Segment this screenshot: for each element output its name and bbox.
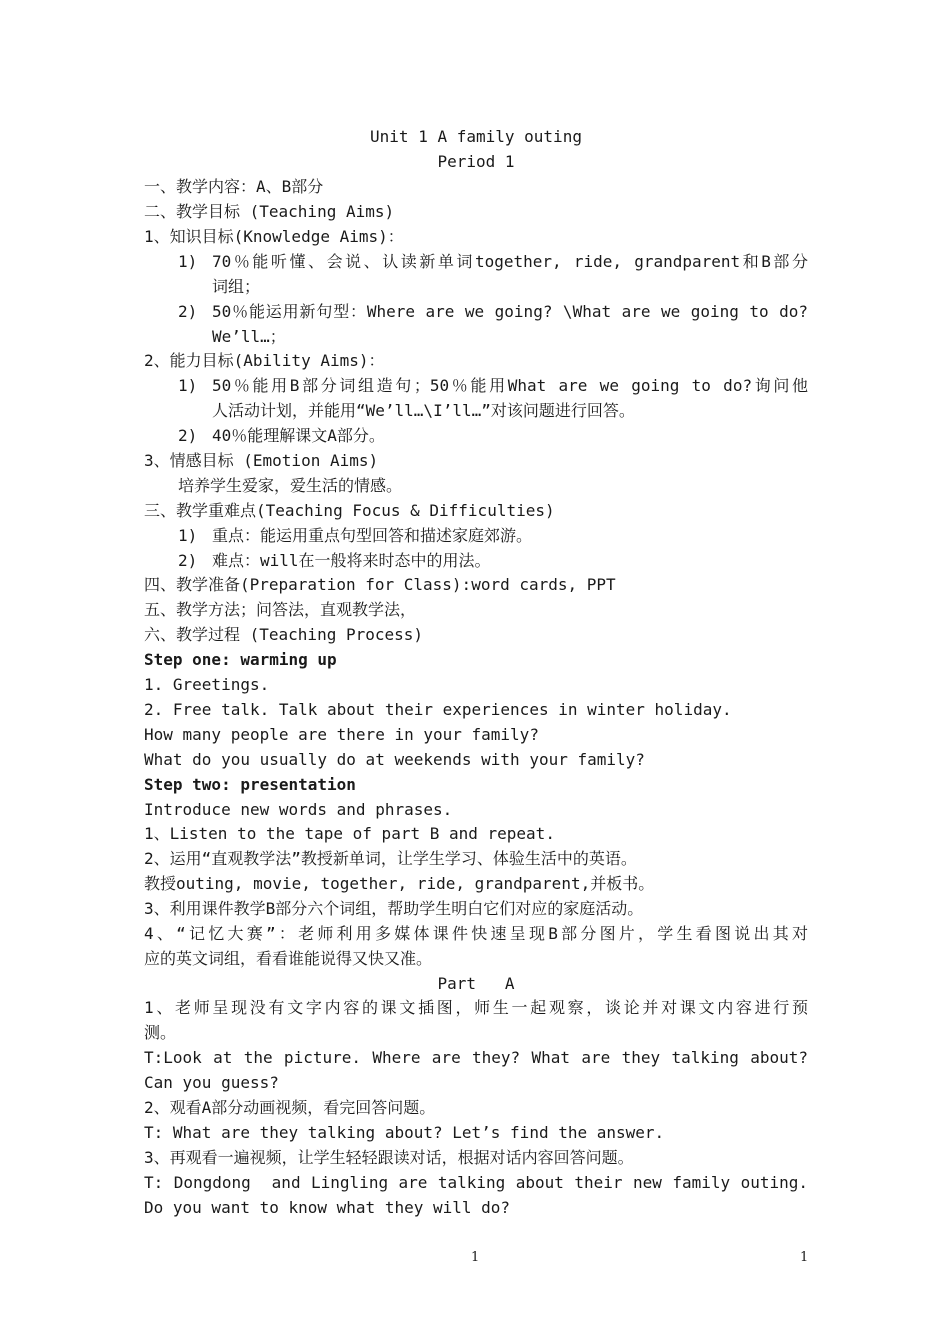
paragraph: 应的英文词组，看看谁能说得又快又准。 [144, 949, 433, 968]
step-heading: Step one: warming up [144, 650, 337, 669]
subsection-heading: 1、知识目标(Knowledge Aims)： [144, 227, 404, 246]
list-number: 1) [178, 252, 198, 271]
paragraph: 1、Listen to the tape of part B and repeat. [144, 824, 555, 843]
list-number: 2) [178, 302, 198, 321]
page-number: 1 [471, 1250, 480, 1265]
paragraph: 3、利用课件教学B部分六个词组，帮助学生明白它们对应的家庭活动。 [144, 899, 644, 918]
list-item-text: 50％能运用新句型：Where are we going? \What are we going to do? [212, 302, 808, 321]
step-heading: Step two: presentation [144, 775, 356, 794]
paragraph: 2、运用“直观教学法”教授新单词，让学生学习、体验生活中的英语。 [144, 849, 637, 868]
part-heading: Part A [437, 974, 515, 993]
paragraph: 教授outing, movie, together, ride, grandparent,并板书。 [144, 874, 655, 893]
paragraph: 1. Greetings. [144, 675, 270, 694]
paragraph: T: Dongdong and Lingling are talking about their new family outing. [144, 1173, 808, 1192]
paragraph: 2、观看A部分动画视频，看完回答问题。 [144, 1098, 436, 1117]
section-heading: 二、教学目标 (Teaching Aims) [144, 202, 395, 221]
paragraph: Do you want to know what they will do? [144, 1198, 511, 1217]
paragraph: 4、“记忆大赛”：老师利用多媒体课件快速呈现B部分图片，学生看图说出其对 [144, 924, 808, 943]
list-item-text: 词组； [212, 277, 261, 296]
paragraph: T: What are they talking about? Let’s find the answer. [144, 1123, 665, 1142]
list-item-text: 重点：能运用重点句型回答和描述家庭郊游。 [212, 526, 533, 545]
list-item-text: 70％能听懂、会说、认读新单词together, ride, grandparent和B部分 [212, 252, 808, 271]
doc-title: Unit 1 A family outing [370, 127, 582, 146]
list-item-text: We’ll…； [212, 327, 286, 346]
section-heading: 三、教学重难点(Teaching Focus & Difficulties) [144, 501, 555, 520]
list-number: 1) [178, 376, 198, 395]
section-heading: 六、教学过程 (Teaching Process) [144, 625, 424, 644]
paragraph: 2. Free talk. Talk about their experiences in winter holiday. [144, 700, 732, 719]
paragraph: 3、再观看一遍视频，让学生轻轻跟读对话，根据对话内容回答问题。 [144, 1148, 634, 1167]
paragraph: 测。 [144, 1023, 177, 1042]
paragraph: 1、老师呈现没有文字内容的课文插图，师生一起观察，谈论并对课文内容进行预 [144, 998, 808, 1017]
list-number: 2) [178, 551, 198, 570]
paragraph: 培养学生爱家，爱生活的情感。 [178, 476, 403, 495]
doc-subtitle: Period 1 [437, 152, 515, 171]
list-item-text: 50％能用B部分词组造句；50％能用What are we going to do?询问他 [212, 376, 808, 395]
paragraph: Can you guess? [144, 1073, 279, 1092]
paragraph: Introduce new words and phrases. [144, 800, 453, 819]
page-number-right: 1 [800, 1250, 809, 1265]
subsection-heading: 2、能力目标(Ability Aims)： [144, 351, 385, 370]
list-item-text: 难点：will在一般将来时态中的用法。 [212, 551, 491, 570]
paragraph: What do you usually do at weekends with your family? [144, 750, 645, 769]
section-heading: 五、教学方法；问答法，直观教学法， [144, 600, 417, 619]
subsection-heading: 3、情感目标 (Emotion Aims) [144, 451, 379, 470]
list-item-text: 40％能理解课文A部分。 [212, 426, 385, 445]
list-number: 1) [178, 526, 198, 545]
list-number: 2) [178, 426, 198, 445]
section-heading: 一、教学内容：A、B部分 [144, 177, 324, 196]
paragraph: T:Look at the picture. Where are they? What are they talking about? [144, 1048, 808, 1067]
section-heading: 四、教学准备(Preparation for Class):word cards, PPT [144, 575, 616, 594]
list-item-text: 人活动计划，并能用“We’ll…\I’ll…”对该问题进行回答。 [212, 401, 635, 420]
paragraph: How many people are there in your family? [144, 725, 539, 744]
